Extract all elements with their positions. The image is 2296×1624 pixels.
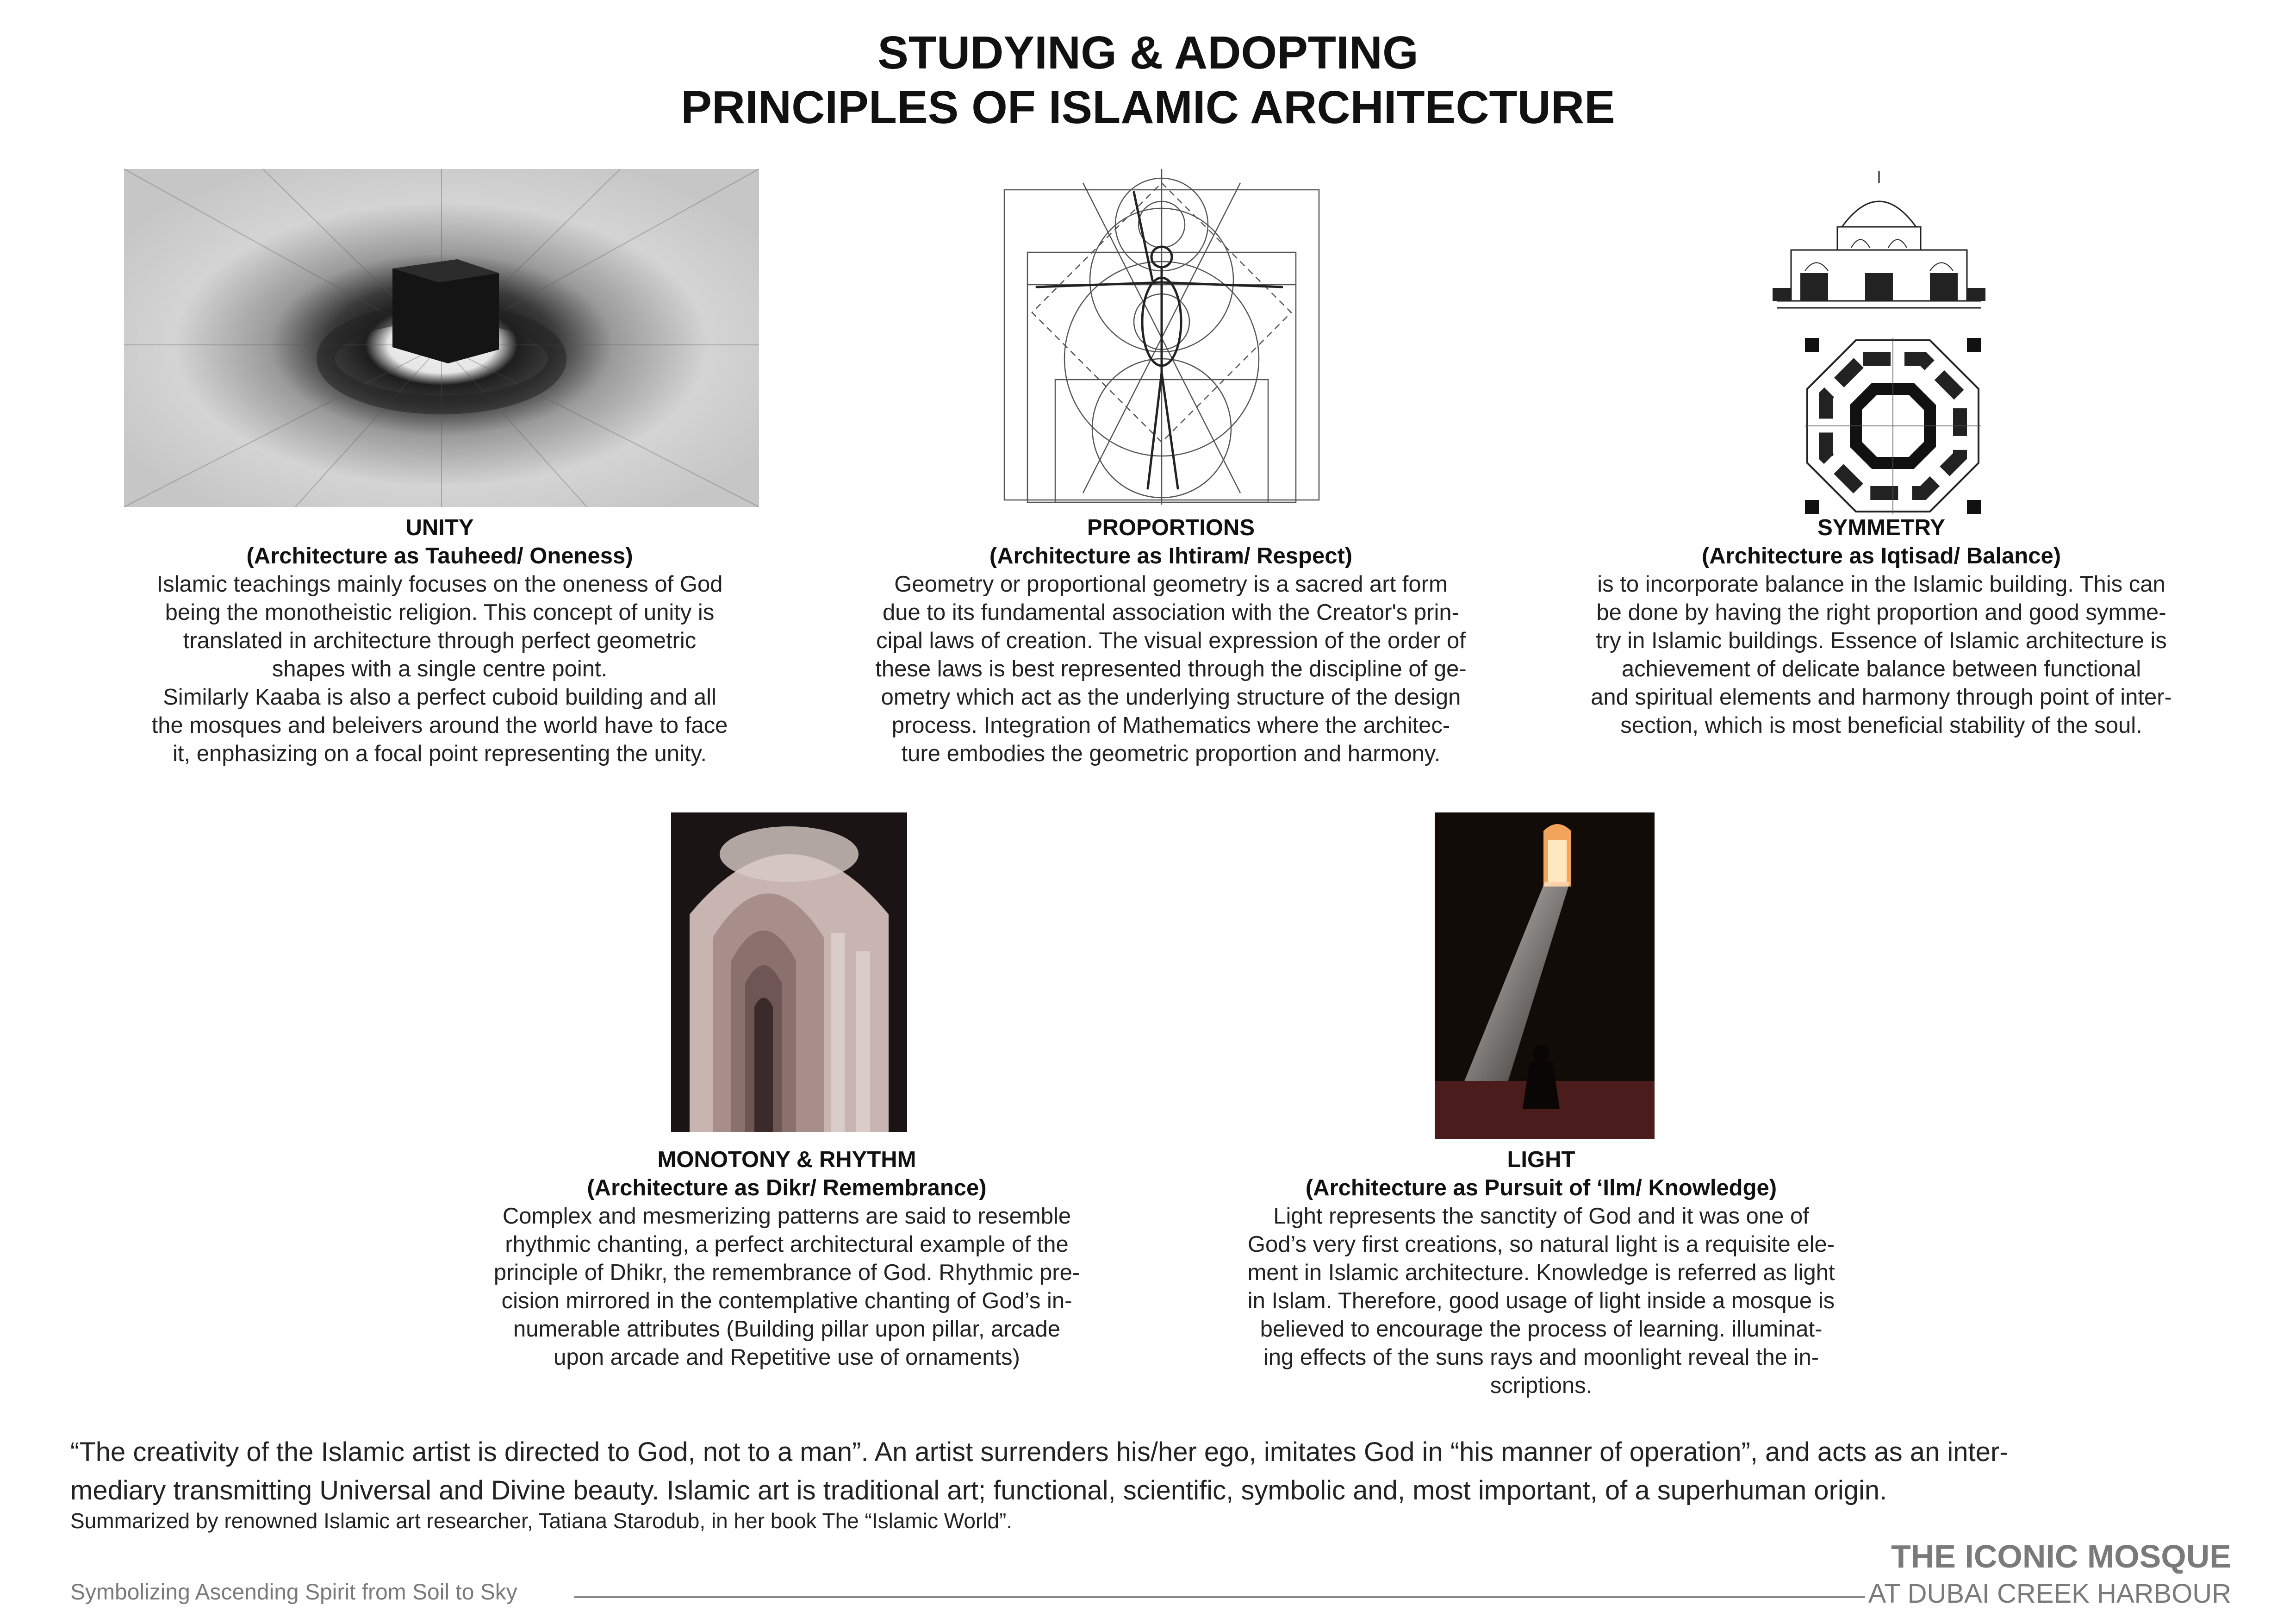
proportions-heading: PROPORTIONS [1087,515,1255,540]
proportions-caption [833,514,1509,768]
brand-subtitle: AT DUBAI CREEK HARBOUR [1868,1579,2231,1609]
light-heading: LIGHT [1507,1147,1575,1172]
light-body: Light represents the sanctity of God and it was one of God’s very first creations, so natural light is a requisite ele- ment in Islamic architecture. Knowledge is referred as light in Islam. Therefore, good usage of light inside a mosque is believed to encourage the process of learning. illuminat- ing effects of the suns rays and moonlight reveal the in- scriptions. [1247,1204,1835,1398]
unity-subheading: (Architecture as Tauheed/ Oneness) [246,543,633,568]
rhythm-heading: MONOTONY & RHYTHM [657,1147,916,1172]
symmetry-subheading: (Architecture as Iqtisad/ Balance) [1701,543,2061,568]
light-subheading: (Architecture as Pursuit of ‘Ilm/ Knowledge) [1305,1175,1777,1200]
unity-caption [93,514,787,768]
light-caption [1194,1146,1888,1400]
symmetry-caption [1541,514,2221,740]
rhythm-subheading: (Architecture as Dikr/ Remembrance) [587,1175,987,1200]
proportions-subheading: (Architecture as Ihtiram/ Respect) [989,543,1353,568]
unity-heading: UNITY [405,515,474,540]
symmetry-heading: SYMMETRY [1817,515,1945,540]
footer-divider [574,1596,1865,1598]
proportions-body: Geometry or proportional geometry is a sacred art form due to its fundamental association with the Creator's prin- cipal laws of creation. The visual expression of the order of these laws is best represented through the discipline of ge- ometry which act as the underlying structure of the design process. Integration of Mathematics where the architec- ture embodies the geometric proportion and harmony. [875,572,1467,766]
unity-body: Islamic teachings mainly focuses on the oneness of God being the monotheistic religion. This concept of unity is translated in architecture through perfect geometric shapes with a single centre point. Similarly Kaaba is also a perfect cuboid building and all the mosques and beleivers around the world have to face it, enphasizing on a focal point representing the unity. [151,572,728,766]
rhythm-arcade-image [671,812,907,1132]
rhythm-caption [426,1146,1148,1372]
light-prayer-image [1435,812,1655,1139]
rhythm-body: Complex and mesmerizing patterns are said to resemble rhythmic chanting, a perfect architectural example of the principle of Dhikr, the remembrance of God. Rhythmic pre- cision mirrored in the contemplative chanting of God’s in- numerable attributes (Building pillar upon pillar, arcade upon arcade and Repetitive use of ornaments) [493,1204,1080,1370]
quote-source: Summarized by renowned Islamic art researcher, Tatiana Starodub, in her book The “Islamic World”. [70,1509,1013,1533]
page-title-line1: STUDYING & ADOPTING [877,27,1419,79]
quote-text: “The creativity of the Islamic artist is directed to God, not to a man”. An artist surrenders his/her ego, imitates God in “his manner of operation”, and acts as an inter- mediary transmitting Universal and Divine beauty. Islamic art is traditional art; functional, scientific, symbolic and, most important, of a superhuman origin. [70,1437,2009,1505]
symmetry-elevation-drawing [1773,167,1985,315]
brand-title: THE ICONIC MOSQUE [1891,1538,2231,1574]
unity-cube-image [124,169,759,507]
footer-tagline: Symbolizing Ascending Spirit from Soil to Sky [70,1580,517,1605]
page-title-line2: PRINCIPLES OF ISLAMIC ARCHITECTURE [681,81,1615,133]
proportions-figure-drawing [1000,169,1324,505]
symmetry-body: is to incorporate balance in the Islamic building. This can be done by having the right proportion and good symme- try in Islamic buildings. Essence of Islamic architecture is achievement of delicate balance between functional and spiritual elements and harmony through point of inter- section, which is most beneficial stability of the soul. [1591,572,2172,738]
page-title [0,25,2296,135]
symmetry-plan-drawing [1805,338,1981,514]
